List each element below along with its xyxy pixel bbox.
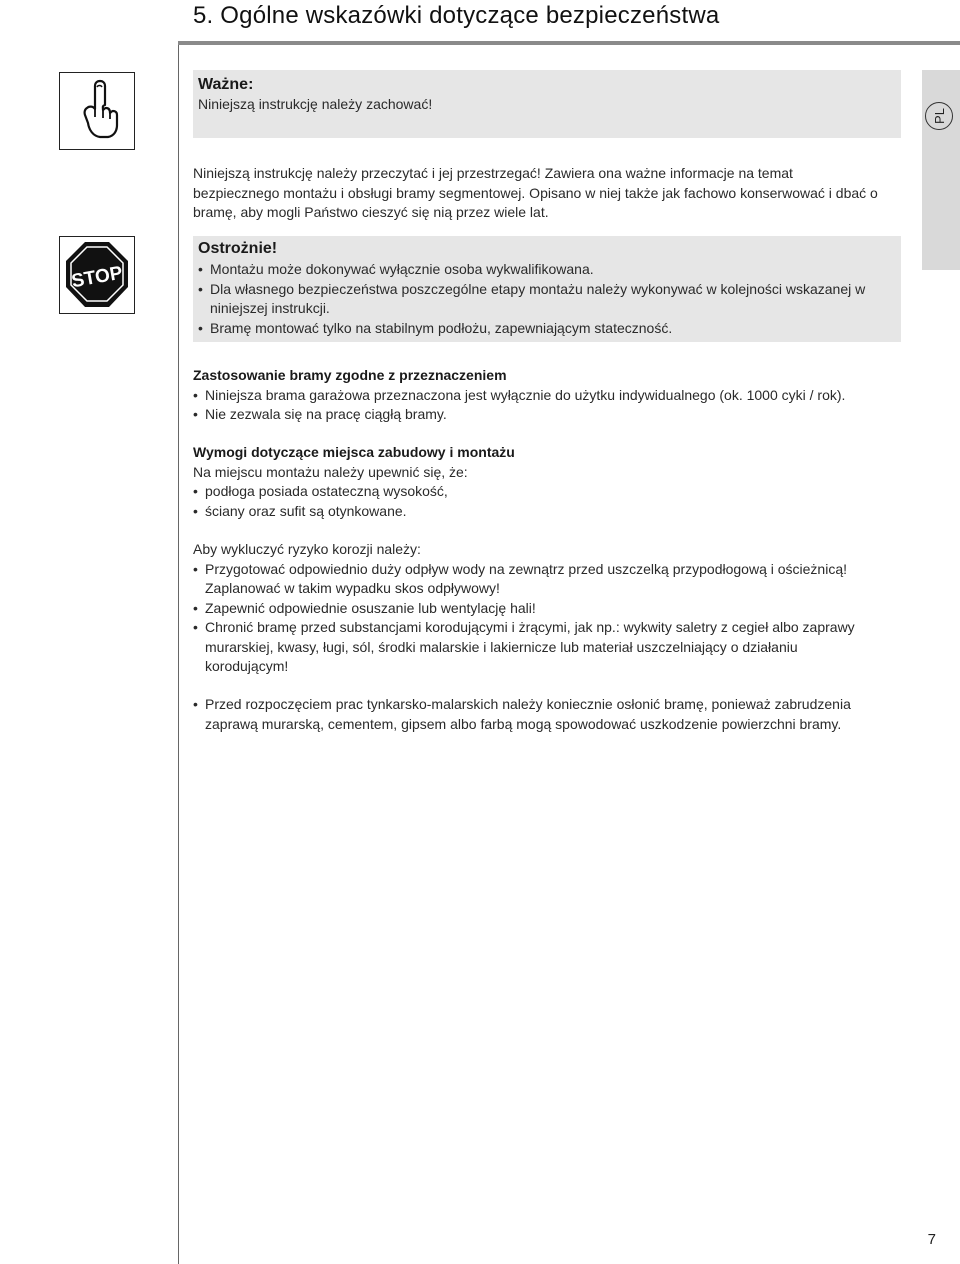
corrosion-section [193, 540, 893, 677]
usage-item: • Nie zezwala się na pracę ciągłą bramy. [193, 405, 893, 425]
caution-box [193, 236, 901, 342]
page-title: 5. Ogólne wskazówki dotyczące bezpieczeństwa [193, 2, 720, 29]
stop-sign-text: STOP [69, 262, 125, 293]
corrosion-intro: Aby wykluczyć ryzyko korozji należy: [193, 541, 421, 557]
left-margin-rule [178, 45, 179, 1264]
pointing-hand-icon [59, 72, 135, 150]
requirements-item: • ściany oraz sufit są otynkowane. [193, 502, 893, 522]
requirements-section [193, 443, 893, 521]
caution-item: • Bramę montować tylko na stabilnym podłożu, zapewniającym stateczność. [198, 319, 898, 339]
requirements-item: • podłoga posiada ostateczną wysokość, [193, 482, 893, 502]
requirements-intro: Na miejscu montażu należy upewnić się, że: [193, 463, 468, 480]
requirements-heading: Wymogi dotyczące miejsca zabudowy i montażu [193, 444, 515, 460]
requirements-list [193, 482, 893, 521]
corrosion-list [193, 560, 883, 677]
caution-item: • Montażu może dokonywać wyłącznie osoba wykwalifikowana. [198, 260, 898, 280]
caution-heading: Ostrożnie! [198, 240, 278, 257]
usage-heading: Zastosowanie bramy zgodne z przeznaczeniem [193, 367, 507, 383]
language-label: PL [931, 108, 947, 124]
intro-paragraph: Niniejszą instrukcję należy przeczytać i jej przestrzegać! Zawiera ona ważne informacje na temat bezpiecznego montażu i obsługi bramy segmentowej. Opisano w niej także jak fachowo konserwować i dbać o bramę, aby mogli Państwo cieszyć się nią przez wiele lat. [193, 165, 878, 220]
corrosion-item: • Zapewnić odpowiednie osuszanie lub wentylację hali! [193, 599, 883, 619]
page-number: 7 [927, 1231, 936, 1248]
usage-item: • Niniejsza brama garażowa przeznaczona jest wyłącznie do użytku indywidualnego (ok. 1000 cyki / rok). [193, 386, 893, 406]
important-text: Niniejszą instrukcję należy zachować! [198, 96, 433, 112]
plaster-section [193, 695, 893, 734]
important-box [193, 70, 901, 138]
corrosion-item: • Chronić bramę przed substancjami korodującymi i żrącymi, jak np.: wykwity saletry z cegieł albo zaprawy murarskiej, kwasy, ługi, sól, środki malarskie i lakiernicze lub materiał uszczelniający o działaniu korodującym! [193, 618, 883, 677]
usage-section [193, 366, 893, 425]
caution-item: • Dla własnego bezpieczeństwa poszczególne etapy montażu należy wykonywać w kolejności wskazanej w niniejszej instrukcji. [198, 280, 898, 319]
title-rule [178, 41, 960, 45]
corrosion-item: • Przygotować odpowiednio duży odpływ wody na zewnątrz przed uszczelką przypodłogową i ościeżnicą! Zaplanować w takim wypadku skos odpływowy! [193, 560, 883, 599]
stop-sign-icon [59, 236, 135, 314]
caution-list [198, 260, 898, 338]
important-heading: Ważne: [198, 76, 254, 93]
language-badge [925, 102, 953, 130]
language-side-tab [922, 70, 960, 270]
plaster-list [193, 695, 883, 734]
usage-list [193, 386, 893, 425]
plaster-item: • Przed rozpoczęciem prac tynkarsko-malarskich należy koniecznie osłonić bramę, ponieważ zabrudzenia zaprawą murarską, cementem, gipsem albo farbą mogą spowodować uszkodzenie powierzchni bramy. [193, 695, 883, 734]
